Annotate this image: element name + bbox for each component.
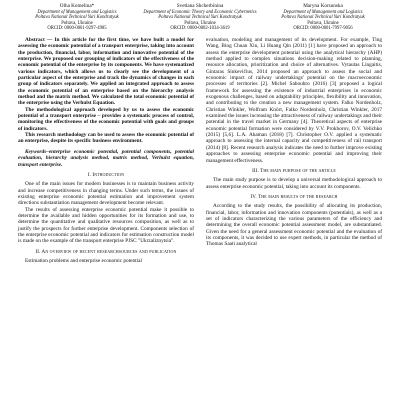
section-heading: III. The main purpose of the article bbox=[252, 167, 336, 174]
abstract-paragraph: The methodological approach developed by us to assess the economic potential of a transport enterprise – provides a systematic process of control, monitoring the effectiveness of the economic potential with goals and groups of indicators. bbox=[18, 106, 194, 132]
author-institution: Poltava National Technical Yuri Kondratyuk bbox=[35, 15, 119, 21]
author-1 bbox=[18, 4, 136, 32]
abstract: Abstract — In this article for the first time, we have built a model for assessing the economic potential of a transport enterprise, taking into account the production, financial, labor, information and innovative potential of the enterprise. We proposed our grouping of indicators of the effectiveness of the economic potential of the enterprise by its components. We have systematized various indicators, which allows us to clearly see the development of a particular aspect of the enterprise and track the dynamics of changes in each group of indicators separately. We applied an integrated approach to assess the economic potential of an enterprise based on the hierarchy analysis method and the matrix method. We calculated the total economic potential of the enterprise using the Verhulst Equation. bbox=[18, 36, 194, 107]
abstract-paragraph: This research methodology can be used to assess the economic potential of an enterprise, despite its specific business environment. bbox=[18, 132, 194, 145]
body-paragraph: According to the study results, the possibility of allocating its production, financial, labor, information and innovation components (potentials), as well as a set of indicators characterizing the various parameters of the efficiency and determining the overall economic potential assessment model, are substantiated. Given the need for a general assessment economic potential and the evaluation of its components, it was decided to use expert methods, in particular the method of Thomas Saati analytical bbox=[206, 203, 382, 248]
author-name: Maryna Korsunska bbox=[303, 3, 343, 9]
author-location: Poltava, Ukraine bbox=[61, 20, 93, 26]
author-2 bbox=[141, 4, 259, 32]
keywords: Keywords–enterprise economic potential, potential components, potential evaluation, hierarchy analysis method, matrix method, Verhulst equation, transport enterprise. bbox=[18, 148, 194, 168]
body-paragraph: evaluation, modeling and management of its development. For example, Ting Wang, Bing Chuan Xin, Li Huang Qin (2011) [1] have proposed an approach to assess the enterprise development potential using the analytical hierarchy (AHP) method applied to complex situations decision-making related to planning, resource allocation, prioritization and choice of alternatives. Vytautas Lingaitis, Gintaras Sinkevičius, 2014 proposed an approach to assess the social and economic impact of railway undertakings' potential on the macroeconomic processes of territories [2]. Michel Sabouhro (2016) [3] proposed a logical framework for assessing the existence of industrial enterprises in economic exogenous challenges, based on adaptability principles, flexibility and innovation, and contributing to the creation a new management system. Falko Nordenholz, Christian Winkler, Wolfram Knörr, Falko Nordenholz, Christian Winkler, 2017 examined the issues increasing the attractiveness of railway undertakings and their potential in the travel market in Germany [4]. Theoretical aspects of enterprise economic potential formation were considered by V.V. Prokhorov, O.V. Velichko (2015) [5,6]. L.A. Ahaman (2018) [7]. Christopher O.V. applied a systematic approach to assessing the internal capacity and competitiveness of rail transport (2014) [8]. Recent research analysis indicates the need to further improve existing approaches to assessing enterprise economic potential and improving their management effectiveness. bbox=[206, 36, 382, 164]
author-institution: Poltava National Technical Yuri Kondratyuk bbox=[158, 15, 242, 21]
section-heading: IV. The main results of the research bbox=[250, 193, 338, 200]
author-name: Svetlana Shcherbinina bbox=[176, 3, 224, 9]
left-column bbox=[18, 37, 194, 264]
author-department: Department of Management and Logistics bbox=[283, 9, 363, 15]
author-name: Olha Komelina* bbox=[59, 3, 95, 9]
author-orcid: ORCID: 0000-0002-1034-3619 bbox=[170, 26, 230, 32]
right-column bbox=[206, 37, 382, 264]
author-department: Department of Management and Logistics bbox=[37, 9, 117, 15]
body-paragraph: The main study purpose is to develop a universal methodological approach to assess enterprise economic potential, taking into account its components. bbox=[206, 177, 382, 190]
body-paragraph: Estimation problems and enterprise economic potential bbox=[25, 257, 142, 264]
author-institution: Poltava National Technical Yuri Kondratyuk bbox=[281, 15, 365, 21]
section-heading: I. Introduction bbox=[87, 171, 125, 178]
author-orcid: ORCID: 0000-0001-7997-9056 bbox=[293, 26, 353, 32]
two-column-body bbox=[18, 37, 382, 264]
author-block bbox=[18, 4, 382, 32]
section-heading: II. An overview of recent researchsources and publication bbox=[35, 248, 177, 255]
author-location: Poltava, Ukraine bbox=[184, 20, 216, 26]
author-department: Department of Economic Theory and Economic Cybernetics bbox=[143, 9, 257, 15]
author-3 bbox=[264, 4, 382, 32]
author-location: Poltava, Ukraine bbox=[307, 20, 339, 26]
author-orcid: ORCID: 0000-0001-9297-4985 bbox=[47, 26, 107, 32]
body-paragraph: One of the main issues for modern businesses is to maintain business activity and increase competitiveness in changing terms. Under such terms, the issues of existing enterprise economic potential estimation and improvement system directions substantiation management development become relevant. bbox=[18, 181, 194, 207]
body-paragraph: The results of assessing enterprise economic potential make it possible to determine the available and hidden opportunities for its formation and use, to determine the quantitative and qualitative resources composition, as well as to justify the prospects for further enterprise development. Components selection of the enterprise economic potential and indicators for estimation construction model is made on the example of the transport enterprise PJSC "Ukrzaliznytsia". bbox=[18, 206, 194, 245]
